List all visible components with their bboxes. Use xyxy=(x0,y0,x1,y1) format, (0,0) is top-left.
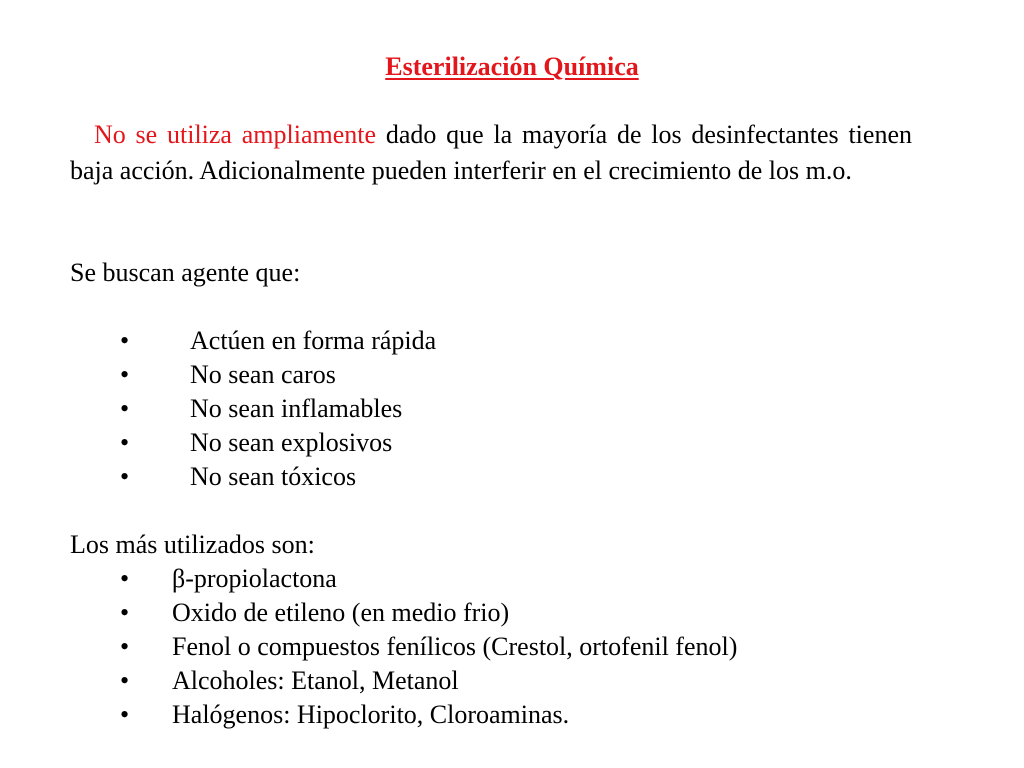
bullet-icon: • xyxy=(120,326,130,355)
criteria-item-text: No sean tóxicos xyxy=(190,462,357,491)
intro-red-lead: No se utiliza ampliamente xyxy=(94,120,377,149)
used-heading: Los más utilizados son: xyxy=(70,530,315,559)
criteria-item-text: No sean caros xyxy=(190,360,336,389)
criteria-item-text: Actúen en forma rápida xyxy=(190,326,437,355)
bullet-icon: • xyxy=(120,700,130,729)
intro-rest: dado que la mayoría de los desinfectantes tienen baja acción. Adicionalmente pueden interferir en el crecimiento de los m.o. xyxy=(70,120,912,185)
agent-item-text: β-propiolactona xyxy=(172,564,337,593)
agent-item-text: Alcoholes: Etanol, Metanol xyxy=(172,666,459,695)
bullet-icon: • xyxy=(120,428,130,457)
agent-item-text: Fenol o compuestos fenílicos (Crestol, ortofenil fenol) xyxy=(172,632,738,661)
bullet-icon: • xyxy=(120,564,130,593)
intro-paragraph xyxy=(70,117,912,189)
bullet-icon: • xyxy=(120,632,130,661)
bullet-icon: • xyxy=(120,360,130,389)
seeking-heading: Se buscan agente que: xyxy=(70,258,301,287)
bullet-icon: • xyxy=(120,666,130,695)
slide-title xyxy=(0,50,1024,84)
bullet-icon: • xyxy=(120,462,130,491)
criteria-item-text: No sean inflamables xyxy=(190,394,403,423)
bullet-icon: • xyxy=(120,598,130,627)
bullet-icon: • xyxy=(120,394,130,423)
agent-item-text: Oxido de etileno (en medio frio) xyxy=(172,598,510,627)
slide-title-text: Esterilización Química xyxy=(385,52,639,81)
agent-item-text: Halógenos: Hipoclorito, Cloroaminas. xyxy=(172,700,570,729)
criteria-item-text: No sean explosivos xyxy=(190,428,393,457)
